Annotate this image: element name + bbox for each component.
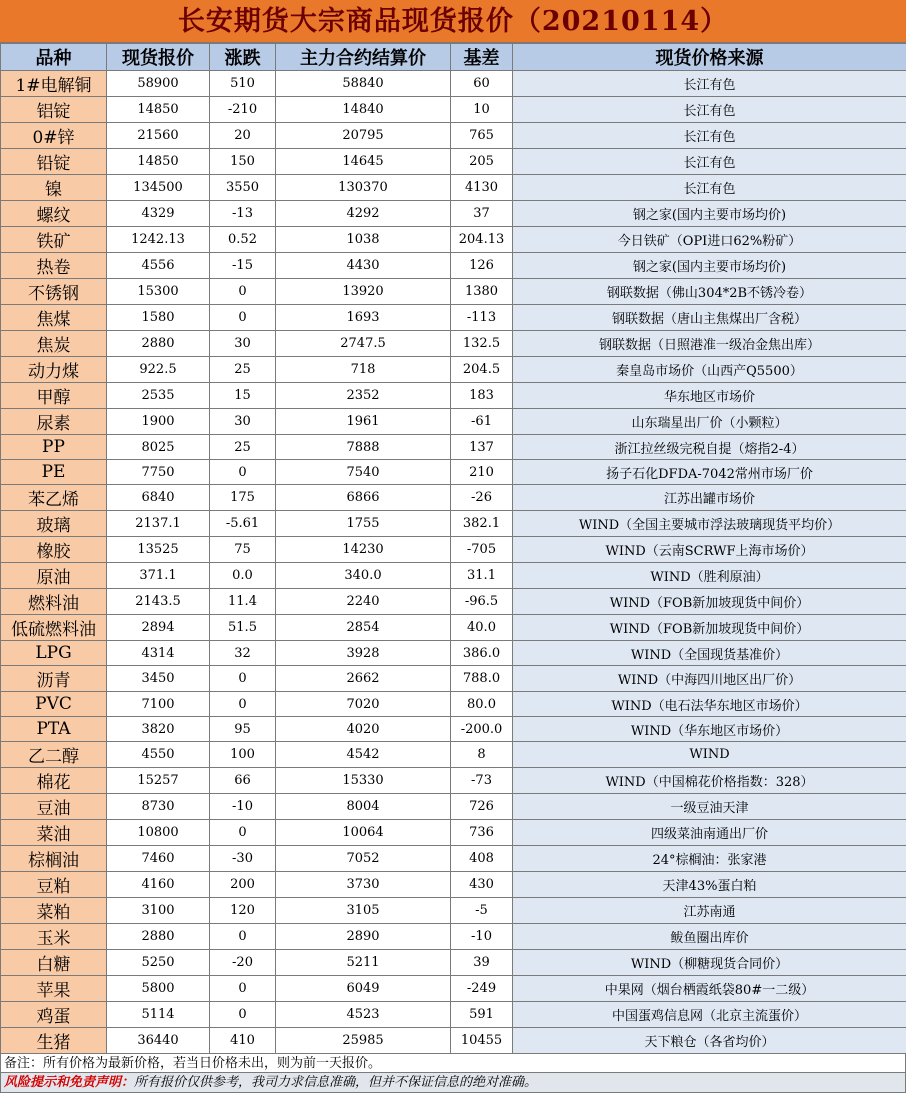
basis-cell: 204.13 [451,227,513,253]
variety-cell: 菜粕 [1,898,107,924]
source-cell: 秦皇岛市场价（山西产Q5500） [513,357,906,383]
change-cell: 0 [210,666,276,692]
change-cell: -30 [210,846,276,872]
basis-cell: 204.5 [451,357,513,383]
spot-price-cell: 2894 [107,615,210,641]
source-cell: 钢之家(国内主要市场均价) [513,201,906,227]
source-cell: 中果网（烟台栖霞纸袋80#一二级） [513,976,906,1002]
variety-cell: 0#锌 [1,123,107,149]
basis-cell: 10 [451,97,513,123]
table-row [1,898,906,924]
table-row [1,742,906,768]
variety-cell: 铁矿 [1,227,107,253]
change-cell: 175 [210,485,276,511]
settlement-cell: 2890 [276,924,451,950]
table-row [1,537,906,563]
source-cell: 山东瑞星出厂价（小颗粒） [513,409,906,435]
settlement-cell: 14230 [276,537,451,563]
variety-cell: 1#电解铜 [1,71,107,97]
spot-price-cell: 4160 [107,872,210,898]
spot-price-cell: 21560 [107,123,210,149]
footnote: 备注：所有价格为最新价格，若当日价格未出，则为前一天报价。 [0,1054,906,1073]
table-row [1,175,906,201]
source-cell: 四级菜油南通出厂价 [513,820,906,846]
change-cell: 25 [210,357,276,383]
spot-price-cell: 1900 [107,409,210,435]
basis-cell: -249 [451,976,513,1002]
spot-price-cell: 134500 [107,175,210,201]
basis-cell: -26 [451,485,513,511]
spot-price-cell: 922.5 [107,357,210,383]
spot-price-cell: 4556 [107,253,210,279]
basis-cell: 382.1 [451,511,513,537]
disclaimer-label: 风险提示和免责声明： [4,1075,134,1090]
source-cell: 天下粮仓（各省均价） [513,1028,906,1054]
change-cell: -13 [210,201,276,227]
settlement-cell: 1693 [276,305,451,331]
variety-cell: 沥青 [1,666,107,692]
source-cell: 鲅鱼圈出库价 [513,924,906,950]
spot-price-cell: 2880 [107,924,210,950]
variety-cell: 棉花 [1,768,107,794]
basis-cell: -96.5 [451,589,513,615]
variety-cell: PVC [1,692,107,717]
basis-cell: 40.0 [451,615,513,641]
table-row [1,71,906,97]
basis-cell: 210 [451,460,513,485]
basis-cell: 137 [451,435,513,460]
change-cell: 0.0 [210,563,276,589]
variety-cell: 甲醇 [1,383,107,409]
source-cell: 一级豆油天津 [513,794,906,820]
basis-cell: 39 [451,950,513,976]
spot-price-cell: 3450 [107,666,210,692]
variety-cell: 不锈钢 [1,279,107,305]
spot-price-cell: 7100 [107,692,210,717]
variety-cell: 原油 [1,563,107,589]
source-cell: WIND（胜利原油） [513,563,906,589]
change-cell: 0 [210,279,276,305]
variety-cell: LPG [1,641,107,666]
variety-cell: 铝锭 [1,97,107,123]
price-table [0,43,906,1054]
spot-price-cell: 4314 [107,641,210,666]
spot-price-cell: 8025 [107,435,210,460]
source-cell: 长江有色 [513,123,906,149]
variety-cell: 热卷 [1,253,107,279]
spot-price-cell: 13525 [107,537,210,563]
source-cell: 钢联数据（唐山主焦煤出厂含税） [513,305,906,331]
spot-price-cell: 1242.13 [107,227,210,253]
spot-price-cell: 10800 [107,820,210,846]
table-row [1,615,906,641]
settlement-cell: 1961 [276,409,451,435]
source-cell: WIND（云南SCRWF上海市场价） [513,537,906,563]
variety-cell: 铅锭 [1,149,107,175]
spot-price-cell: 15300 [107,279,210,305]
settlement-cell: 6866 [276,485,451,511]
disclaimer [0,1073,906,1093]
basis-cell: 4130 [451,175,513,201]
disclaimer-text: 所有报价仅供参考，我司力求信息准确，但并不保证信息的绝对准确。 [134,1075,537,1090]
change-cell: -210 [210,97,276,123]
change-cell: 3550 [210,175,276,201]
basis-cell: -113 [451,305,513,331]
variety-cell: 镍 [1,175,107,201]
variety-cell: 豆粕 [1,872,107,898]
variety-cell: 焦炭 [1,331,107,357]
settlement-cell: 20795 [276,123,451,149]
source-cell: WIND（华东地区市场价） [513,717,906,742]
basis-cell: 183 [451,383,513,409]
change-cell: 150 [210,149,276,175]
settlement-cell: 2662 [276,666,451,692]
change-cell: 66 [210,768,276,794]
change-cell: 0 [210,460,276,485]
settlement-cell: 130370 [276,175,451,201]
table-row [1,924,906,950]
table-row [1,692,906,717]
change-cell: 20 [210,123,276,149]
settlement-cell: 13920 [276,279,451,305]
table-row [1,279,906,305]
variety-cell: PTA [1,717,107,742]
settlement-cell: 10064 [276,820,451,846]
column-header-spot-price: 现货报价 [107,44,210,71]
column-header-variety: 品种 [1,44,107,71]
table-row [1,383,906,409]
change-cell: 0 [210,1002,276,1028]
settlement-cell: 3730 [276,872,451,898]
page-title: 长安期货大宗商品现货报价（20210114） [0,0,906,43]
price-rows [1,71,906,1054]
basis-cell: -200.0 [451,717,513,742]
source-cell: 长江有色 [513,175,906,201]
source-cell: 钢之家(国内主要市场均价) [513,253,906,279]
spot-price-cell: 8730 [107,794,210,820]
spot-price-cell: 4329 [107,201,210,227]
variety-cell: 玉米 [1,924,107,950]
spot-price-cell: 2535 [107,383,210,409]
source-cell: WIND（电石法华东地区市场价） [513,692,906,717]
change-cell: 25 [210,435,276,460]
settlement-cell: 2747.5 [276,331,451,357]
basis-cell: 788.0 [451,666,513,692]
basis-cell: 591 [451,1002,513,1028]
variety-cell: 动力煤 [1,357,107,383]
change-cell: 32 [210,641,276,666]
variety-cell: 菜油 [1,820,107,846]
change-cell: 120 [210,898,276,924]
settlement-cell: 4292 [276,201,451,227]
variety-cell: 白糖 [1,950,107,976]
spot-price-cell: 6840 [107,485,210,511]
table-row [1,357,906,383]
spot-price-cell: 15257 [107,768,210,794]
variety-cell: PE [1,460,107,485]
basis-cell: 765 [451,123,513,149]
basis-cell: 1380 [451,279,513,305]
spot-price-cell: 58900 [107,71,210,97]
settlement-cell: 2352 [276,383,451,409]
change-cell: 15 [210,383,276,409]
source-cell: WIND（全国主要城市浮法玻璃现货平均价） [513,511,906,537]
column-header-basis: 基差 [451,44,513,71]
spot-price-cell: 5250 [107,950,210,976]
spot-price-cell: 7460 [107,846,210,872]
variety-cell: 焦煤 [1,305,107,331]
variety-cell: 豆油 [1,794,107,820]
change-cell: 30 [210,409,276,435]
basis-cell: 80.0 [451,692,513,717]
variety-cell: PP [1,435,107,460]
table-row [1,485,906,511]
table-row [1,666,906,692]
change-cell: 0 [210,820,276,846]
basis-cell: 726 [451,794,513,820]
basis-cell: 736 [451,820,513,846]
table-row [1,872,906,898]
table-row [1,950,906,976]
table-row [1,1028,906,1054]
settlement-cell: 2240 [276,589,451,615]
source-cell: 江苏出罐市场价 [513,485,906,511]
settlement-cell: 7888 [276,435,451,460]
basis-cell: -73 [451,768,513,794]
basis-cell: 10455 [451,1028,513,1054]
source-cell: WIND（FOB新加坡现货中间价） [513,589,906,615]
source-cell: 扬子石化DFDA-7042常州市场厂价 [513,460,906,485]
basis-cell: 31.1 [451,563,513,589]
basis-cell: -705 [451,537,513,563]
change-cell: 0 [210,976,276,1002]
variety-cell: 苹果 [1,976,107,1002]
settlement-cell: 15330 [276,768,451,794]
table-row [1,846,906,872]
table-row [1,1002,906,1028]
spot-price-cell: 36440 [107,1028,210,1054]
settlement-cell: 2854 [276,615,451,641]
variety-cell: 橡胶 [1,537,107,563]
settlement-cell: 6049 [276,976,451,1002]
change-cell: 95 [210,717,276,742]
spot-price-cell: 2880 [107,331,210,357]
source-cell: 华东地区市场价 [513,383,906,409]
basis-cell: -5 [451,898,513,924]
settlement-cell: 4542 [276,742,451,768]
settlement-cell: 14840 [276,97,451,123]
spot-price-cell: 4550 [107,742,210,768]
settlement-cell: 3928 [276,641,451,666]
source-cell: 中国蛋鸡信息网（北京主流蛋价） [513,1002,906,1028]
basis-cell: 132.5 [451,331,513,357]
change-cell: 0.52 [210,227,276,253]
variety-cell: 鸡蛋 [1,1002,107,1028]
basis-cell: -61 [451,409,513,435]
source-cell: 24°棕榈油：张家港 [513,846,906,872]
change-cell: 0 [210,692,276,717]
settlement-cell: 7540 [276,460,451,485]
change-cell: -20 [210,950,276,976]
source-cell: 天津43%蛋白粕 [513,872,906,898]
table-row [1,253,906,279]
source-cell: WIND（全国现货基准价） [513,641,906,666]
table-row [1,435,906,460]
change-cell: 51.5 [210,615,276,641]
table-row [1,768,906,794]
change-cell: 510 [210,71,276,97]
settlement-cell: 4430 [276,253,451,279]
settlement-cell: 25985 [276,1028,451,1054]
table-row [1,97,906,123]
settlement-cell: 1755 [276,511,451,537]
change-cell: 100 [210,742,276,768]
settlement-cell: 1038 [276,227,451,253]
variety-cell: 螺纹 [1,201,107,227]
settlement-cell: 4020 [276,717,451,742]
settlement-cell: 14645 [276,149,451,175]
table-row [1,460,906,485]
basis-cell: 60 [451,71,513,97]
source-cell: 长江有色 [513,97,906,123]
source-cell: WIND（柳糖现货合同价） [513,950,906,976]
basis-cell: 205 [451,149,513,175]
variety-cell: 尿素 [1,409,107,435]
spot-price-cell: 5114 [107,1002,210,1028]
basis-cell: 126 [451,253,513,279]
source-cell: 长江有色 [513,71,906,97]
spot-price-cell: 7750 [107,460,210,485]
table-row [1,201,906,227]
table-row [1,820,906,846]
table-row [1,641,906,666]
header-row [1,44,906,71]
basis-cell: 408 [451,846,513,872]
basis-cell: 386.0 [451,641,513,666]
source-cell: 江苏南通 [513,898,906,924]
settlement-cell: 3105 [276,898,451,924]
source-cell: WIND（中海四川地区出厂价） [513,666,906,692]
change-cell: 410 [210,1028,276,1054]
change-cell: 0 [210,305,276,331]
change-cell: 200 [210,872,276,898]
table-row [1,149,906,175]
table-row [1,305,906,331]
variety-cell: 苯乙烯 [1,485,107,511]
column-header-settlement: 主力合约结算价 [276,44,451,71]
spot-price-cell: 14850 [107,149,210,175]
basis-cell: 8 [451,742,513,768]
spot-price-cell: 3820 [107,717,210,742]
source-cell: 钢联数据（佛山304*2B不锈冷卷） [513,279,906,305]
spot-price-cell: 3100 [107,898,210,924]
variety-cell: 生猪 [1,1028,107,1054]
source-cell: 浙江拉丝级完税自提（熔指2-4） [513,435,906,460]
table-row [1,227,906,253]
table-row [1,717,906,742]
spot-price-cell: 2137.1 [107,511,210,537]
settlement-cell: 4523 [276,1002,451,1028]
settlement-cell: 7052 [276,846,451,872]
source-cell: WIND（FOB新加坡现货中间价） [513,615,906,641]
source-cell: 钢联数据（日照港准一级冶金焦出库） [513,331,906,357]
settlement-cell: 58840 [276,71,451,97]
variety-cell: 玻璃 [1,511,107,537]
change-cell: -15 [210,253,276,279]
table-row [1,563,906,589]
table-row [1,589,906,615]
table-row [1,511,906,537]
basis-cell: 37 [451,201,513,227]
settlement-cell: 8004 [276,794,451,820]
change-cell: 0 [210,924,276,950]
settlement-cell: 718 [276,357,451,383]
table-row [1,331,906,357]
table-row [1,409,906,435]
spot-price-cell: 1580 [107,305,210,331]
change-cell: 75 [210,537,276,563]
column-header-source: 现货价格来源 [513,44,906,71]
spot-price-cell: 371.1 [107,563,210,589]
settlement-cell: 340.0 [276,563,451,589]
spot-price-cell: 14850 [107,97,210,123]
source-cell: WIND（中国棉花价格指数：328） [513,768,906,794]
table-row [1,794,906,820]
settlement-cell: 5211 [276,950,451,976]
source-cell: WIND [513,742,906,768]
change-cell: -10 [210,794,276,820]
spot-price-cell: 5800 [107,976,210,1002]
basis-cell: -10 [451,924,513,950]
source-cell: 今日铁矿（OPI进口62%粉矿） [513,227,906,253]
variety-cell: 低硫燃料油 [1,615,107,641]
change-cell: 30 [210,331,276,357]
change-cell: 11.4 [210,589,276,615]
variety-cell: 棕榈油 [1,846,107,872]
table-row [1,976,906,1002]
variety-cell: 燃料油 [1,589,107,615]
source-cell: 长江有色 [513,149,906,175]
spot-price-cell: 2143.5 [107,589,210,615]
variety-cell: 乙二醇 [1,742,107,768]
basis-cell: 430 [451,872,513,898]
settlement-cell: 7020 [276,692,451,717]
change-cell: -5.61 [210,511,276,537]
column-header-change: 涨跌 [210,44,276,71]
table-row [1,123,906,149]
